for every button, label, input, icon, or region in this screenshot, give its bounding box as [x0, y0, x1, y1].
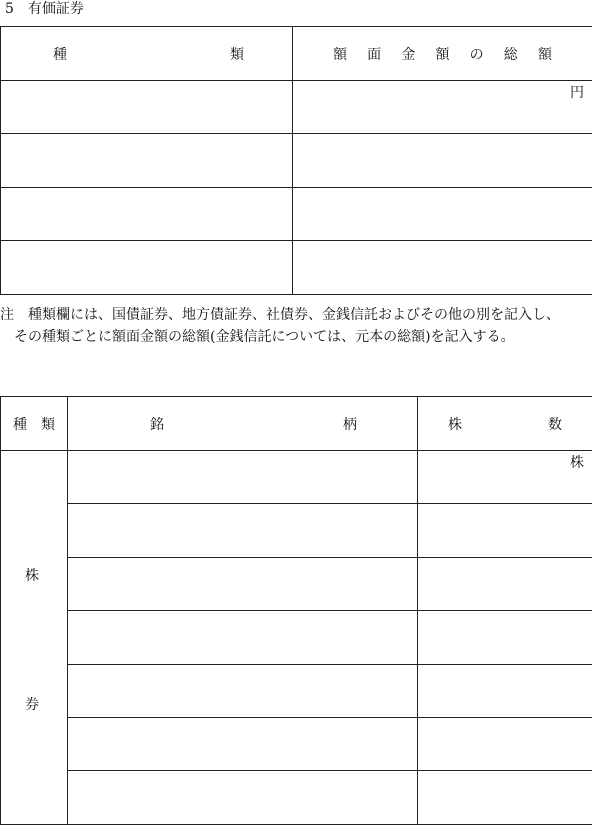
header-brand-char: 銘	[150, 414, 164, 434]
yen-unit-label: 円	[570, 85, 584, 101]
table-row	[1, 717, 592, 770]
type-input-cell[interactable]	[1, 241, 293, 294]
header-face-value-char: 額	[435, 44, 449, 64]
shares-input-cell[interactable]	[418, 451, 592, 504]
brand-input-cell[interactable]	[68, 451, 418, 504]
section-title: 5 有価証券	[5, 0, 84, 18]
header-shares-char: 株	[448, 414, 462, 434]
header-brand-char: 柄	[343, 414, 357, 434]
table-header-row	[1, 397, 592, 451]
stocks-table	[0, 396, 592, 825]
header-brand	[68, 397, 418, 451]
amount-input-cell[interactable]	[293, 187, 592, 240]
table-row	[1, 81, 592, 134]
brand-input-cell[interactable]	[68, 611, 418, 664]
table-row	[1, 771, 592, 824]
table-row	[1, 504, 592, 557]
shares-input-cell[interactable]	[418, 717, 592, 770]
brand-input-cell[interactable]	[68, 664, 418, 717]
table-row	[1, 134, 592, 187]
table-row	[1, 187, 592, 240]
header-face-value-char: 金	[401, 44, 415, 64]
brand-input-cell[interactable]	[68, 717, 418, 770]
header-shares-char: 数	[548, 414, 562, 434]
shares-input-cell[interactable]	[418, 771, 592, 824]
shares-input-cell[interactable]	[418, 611, 592, 664]
header-face-value-char: の	[470, 44, 484, 64]
header-face-value-char: 面	[367, 44, 381, 64]
type-input-cell[interactable]	[1, 81, 293, 134]
kind-label-char: 券	[25, 697, 39, 713]
header-face-value-char: 額	[538, 44, 552, 64]
table-row	[1, 664, 592, 717]
type-input-cell[interactable]	[1, 134, 293, 187]
shares-input-cell[interactable]	[418, 664, 592, 717]
table-row	[1, 557, 592, 610]
amount-input-cell[interactable]	[293, 134, 592, 187]
table-row	[1, 241, 592, 294]
brand-input-cell[interactable]	[68, 771, 418, 824]
brand-input-cell[interactable]	[68, 504, 418, 557]
table-row	[1, 451, 592, 504]
header-kind-char: 類	[41, 414, 55, 434]
header-type-char: 類	[230, 44, 244, 64]
header-shares	[418, 397, 592, 451]
header-face-value-char: 額	[333, 44, 347, 64]
securities-table	[0, 26, 592, 295]
kind-label-char: 株	[25, 568, 39, 584]
table-header-row	[1, 27, 592, 81]
header-type-char: 種	[53, 44, 67, 64]
brand-input-cell[interactable]	[68, 557, 418, 610]
note-line-1: 注 種類欄には、国債証券、地方債証券、社債券、金銭信託およびその他の別を記入し、	[0, 304, 560, 326]
type-input-cell[interactable]	[1, 187, 293, 240]
table-row	[1, 611, 592, 664]
header-kind	[1, 397, 68, 451]
amount-input-cell[interactable]	[293, 81, 592, 134]
header-face-value-char: 総	[504, 44, 518, 64]
header-type	[1, 27, 293, 81]
shares-input-cell[interactable]	[418, 557, 592, 610]
header-kind-char: 種	[13, 414, 27, 434]
header-face-value-total	[293, 27, 592, 81]
amount-input-cell[interactable]	[293, 241, 592, 294]
kind-stock-cell	[1, 451, 68, 825]
shares-unit-label: 株	[570, 455, 584, 471]
shares-input-cell[interactable]	[418, 504, 592, 557]
note-line-2: その種類ごとに額面金額の総額(金銭信託については、元本の総額)を記入する。	[14, 326, 515, 348]
